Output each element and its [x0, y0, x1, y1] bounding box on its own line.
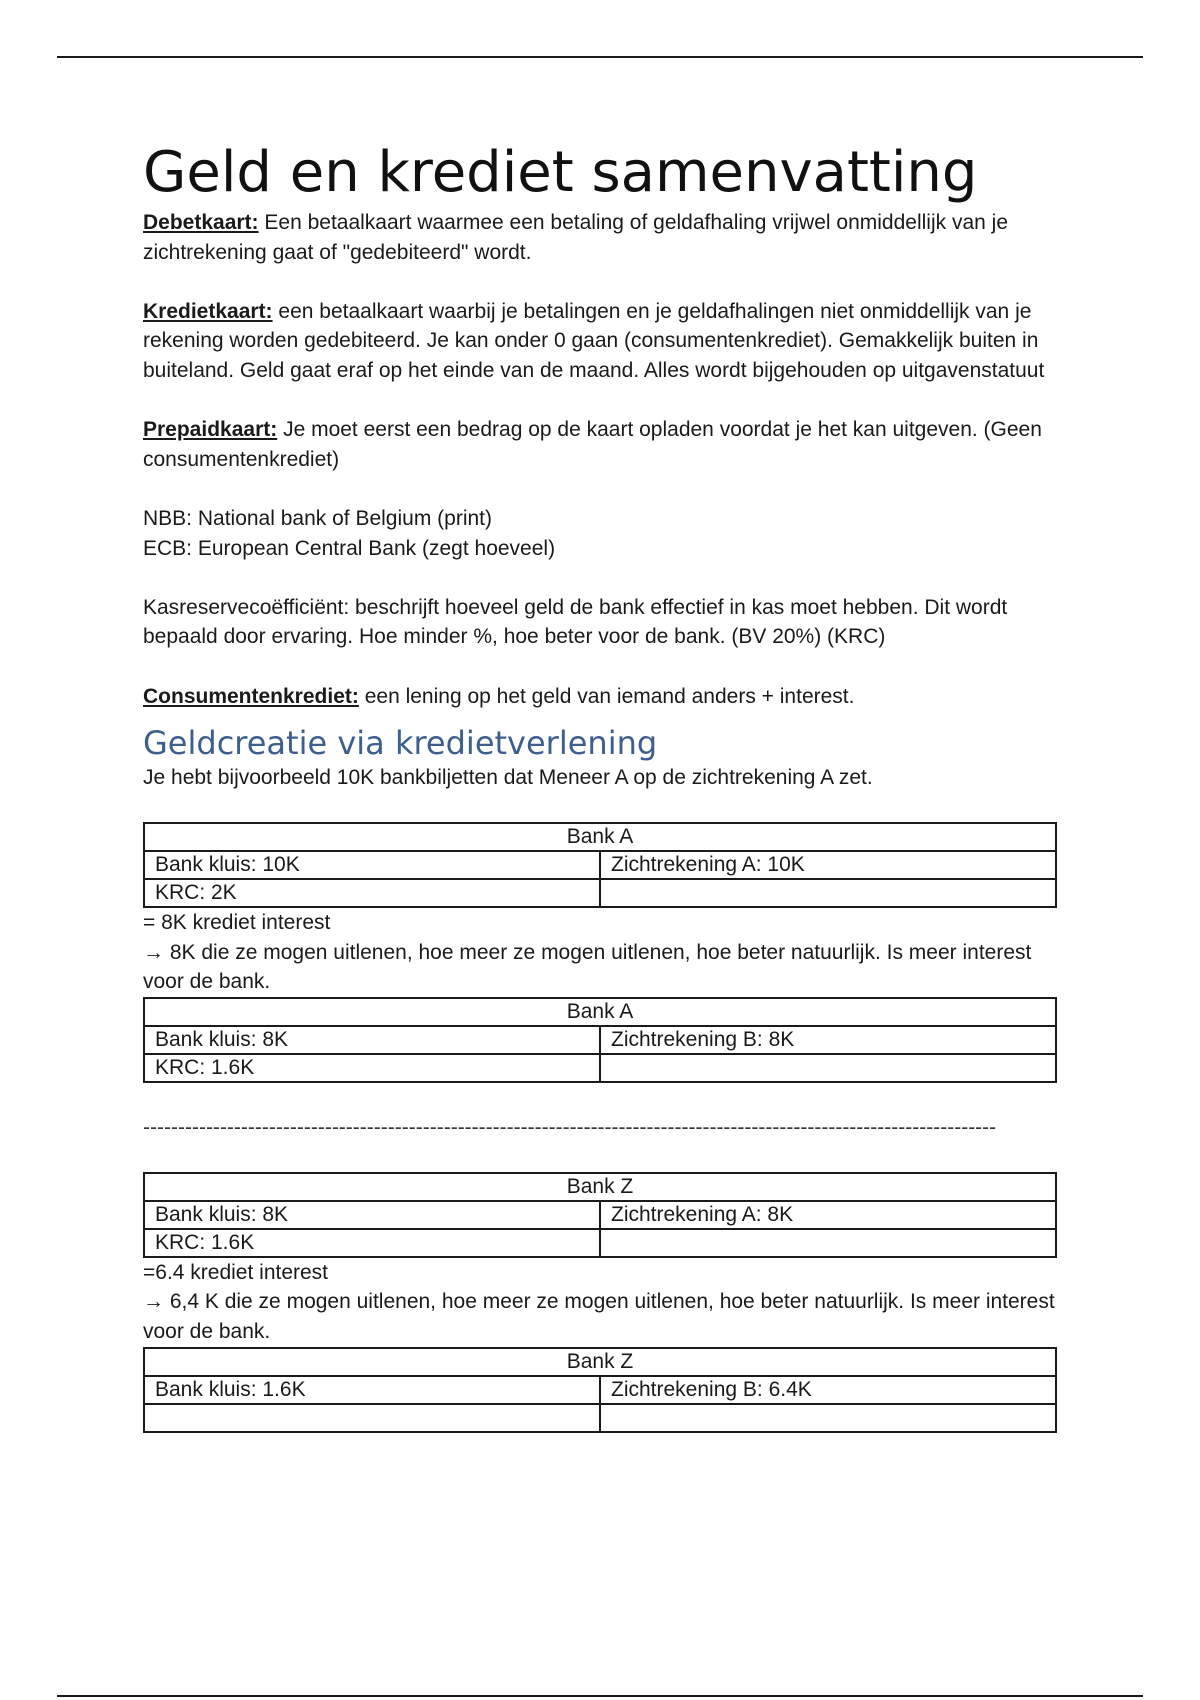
- bank-table-cell: KRC: 2K: [144, 879, 600, 907]
- bank-table: [143, 997, 1057, 1083]
- definition-text: Een betaalkaart waarmee een betaling of geldafhaling vrijwel onmiddellijk van je zichtrekening gaat of "gedebiteerd" wordt.: [143, 211, 1008, 264]
- bank-table-cell: Bank kluis: 10K: [144, 851, 600, 879]
- term-kredietkaart: Kredietkaart:: [143, 299, 273, 323]
- term-prepaidkaart: Prepaidkaart:: [143, 418, 278, 442]
- bank-table-cell: KRC: 1.6K: [144, 1054, 600, 1082]
- bank-table-cell: Bank kluis: 8K: [144, 1201, 600, 1229]
- definition-kredietkaart: [143, 297, 1063, 386]
- term-consumentenkrediet: Consumentenkrediet:: [143, 684, 359, 708]
- result-line: = 8K krediet interest: [143, 911, 331, 935]
- separator-line: --------------------------------------------------------------------------------------------------------------------------: [143, 1115, 997, 1139]
- definition-text: een lening op het geld van iemand anders + interest.: [358, 684, 855, 708]
- bank-table-cell: Zichtrekening A: 10K: [600, 851, 1056, 879]
- bank-table-cell: [600, 1054, 1056, 1082]
- bank-table-cell: Zichtrekening B: 8K: [600, 1026, 1056, 1054]
- explanation-line: → 6,4 K die ze mogen uitlenen, hoe meer ze mogen uitlenen, hoe beter natuurlijk. Is meer interest voor de bank.: [143, 1290, 1055, 1344]
- bank-table-cell: Bank kluis: 8K: [144, 1026, 600, 1054]
- explanation-line: → 8K die ze mogen uitlenen, hoe meer ze mogen uitlenen, hoe beter natuurlijk. Is meer interest voor de bank.: [143, 940, 1032, 994]
- bank-table-cell: [144, 1404, 600, 1432]
- bank-table-cell: KRC: 1.6K: [144, 1229, 600, 1257]
- header-rule: [57, 56, 1143, 58]
- bank-table: [143, 822, 1057, 908]
- bank-table-cell: [600, 1229, 1056, 1257]
- result-line: =6.4 krediet interest: [143, 1260, 329, 1284]
- definition-prepaidkaart: [143, 415, 1063, 474]
- definition-text: Je moet eerst een bedrag op de kaart opladen voordat je het kan uitgeven. (Geen consumentenkrediet): [143, 418, 1042, 471]
- bank-table-cell: [600, 1404, 1056, 1432]
- bank-table-cell: Zichtrekening A: 8K: [600, 1201, 1056, 1229]
- bank-table-header: Bank Z: [144, 1348, 1056, 1376]
- bank-table-cell: [600, 879, 1056, 907]
- document-body: [143, 138, 1063, 1433]
- bank-table: [143, 1172, 1057, 1258]
- bank-table-header: Bank Z: [144, 1173, 1056, 1201]
- definition-text: een betaalkaart waarbij je betalingen en je geldafhalingen niet onmiddellijk van je rekening worden gedebiteerd. Je kan onder 0 gaan (consumentenkrediet). Gemakkelijk buiten in buiteland. Geld gaat eraf op het einde van de maand. Alles wordt bijgehouden op uitgavenstatuut: [143, 299, 1045, 382]
- section-heading: Geldcreatie via kredietverlening: [143, 724, 658, 763]
- bank-table-header: Bank A: [144, 823, 1056, 851]
- definition-consumentenkrediet: [143, 682, 1063, 712]
- bank-table: [143, 1347, 1057, 1433]
- section-intro: Je hebt bijvoorbeeld 10K bankbiljetten dat Meneer A op de zichtrekening A zet.: [143, 766, 873, 790]
- page-title: Geld en krediet samenvatting: [143, 140, 978, 205]
- kasreserve-paragraph: Kasreservecoëfficiënt: beschrijft hoeveel geld de bank effectief in kas moet hebben. Dit wordt bepaald door ervaring. Hoe minder %, hoe beter voor de bank. (BV 20%) (KRC): [143, 595, 1008, 649]
- ecb-line: ECB: European Central Bank (zegt hoeveel): [143, 536, 556, 560]
- definition-debetkaart: [143, 208, 1063, 267]
- bank-table-cell: Zichtrekening B: 6.4K: [600, 1376, 1056, 1404]
- term-debetkaart: Debetkaart:: [143, 211, 259, 234]
- footer-rule: [57, 1695, 1143, 1697]
- nbb-line: NBB: National bank of Belgium (print): [143, 506, 492, 530]
- bank-table-header: Bank A: [144, 998, 1056, 1026]
- bank-table-cell: Bank kluis: 1.6K: [144, 1376, 600, 1404]
